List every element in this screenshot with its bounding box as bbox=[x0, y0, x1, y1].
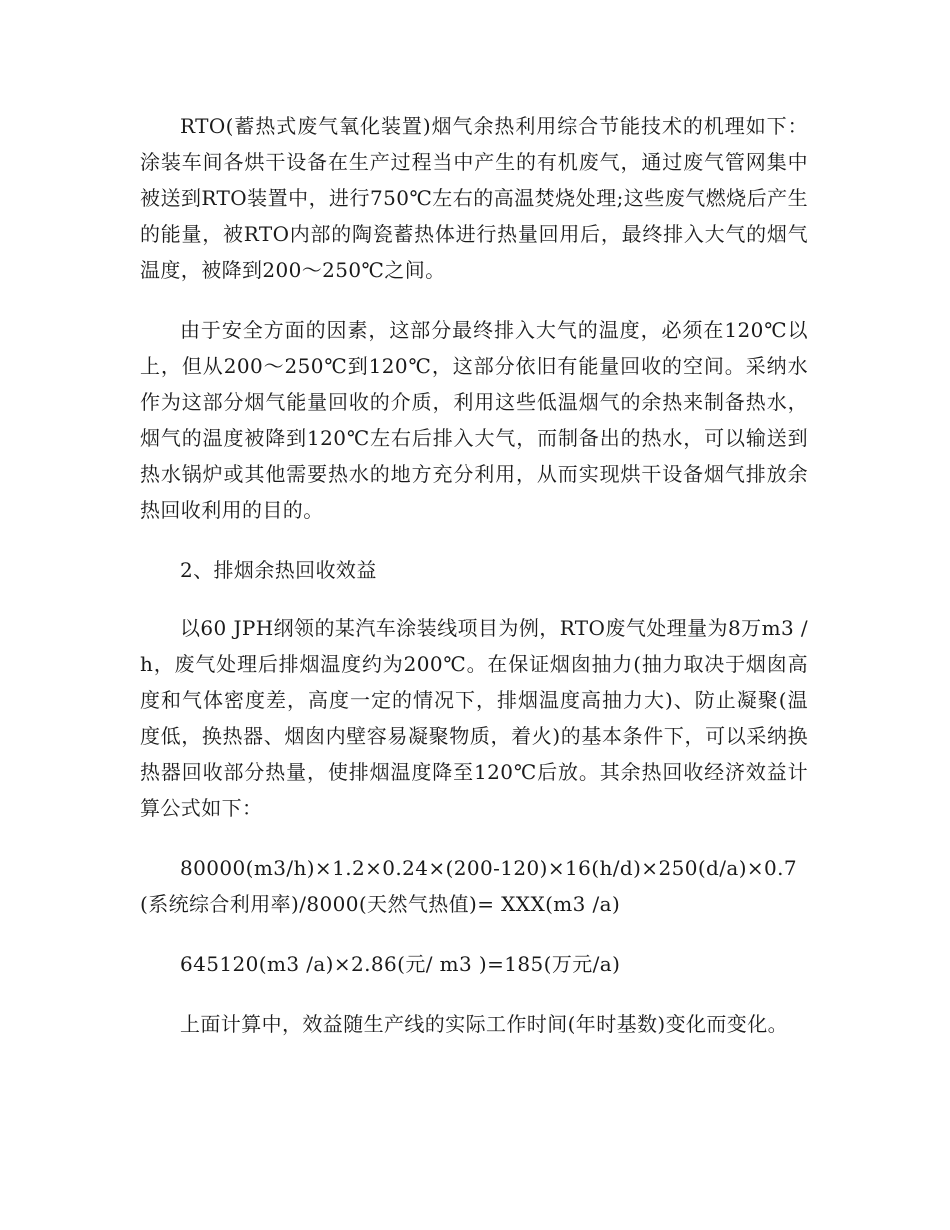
paragraph-rto-mechanism: RTO(蓄热式废气氧化装置)烟气余热利用综合节能技术的机理如下：涂装车间各烘干设备在生产过程当中产生的有机废气，通过废气管网集中被送到RTO装置中，进行750℃左右的高温焚烧处理;这些废气燃烧后产生的能量，被RTO内部的陶瓷蓄热体进行热量回用后，最终排入大气的烟气温度，被降到200～250℃之间。 bbox=[140, 114, 808, 282]
formula-gas-savings: 80000(m3/h)×1.2×0.24×(200-120)×16(h/d)×250(d/a)×0.7(系统综合利用率)/8000(天然气热值)= XXX(m3 /a) bbox=[140, 856, 798, 916]
paragraph-safety-temperature: 由于安全方面的因素，这部分最终排入大气的温度，必须在120℃以上，但从200～250℃到120℃，这部分依旧有能量回收的空间。采纳水作为这部分烟气能量回收的介质，利用这些低温烟气的余热来制备热水，烟气的温度被降到120℃左右后排入大气，而制备出的热水，可以输送到热水锅炉或其他需要热水的地方充分利用，从而实现烘干设备烟气排放余热回收利用的目的。 bbox=[140, 318, 808, 522]
paragraph-example-project: 以60 JPH纲领的某汽车涂装线项目为例，RTO废气处理量为8万m3 / h，废气处理后排烟温度约为200℃。在保证烟囱抽力(抽力取决于烟囱高度和气体密度差，高度一定的情况下，排烟温度高抽力大)、防止凝聚(温度低，换热器、烟囱内壁容易凝聚物质，着火)的基本条件下，可以采纳换热器回收部分热量，使排烟温度降至120℃后放。其余热回收经济效益计算公式如下： bbox=[140, 616, 808, 820]
formula-cost-savings: 645120(m3 /a)×2.86(元/ m3 )=185(万元/a) bbox=[180, 952, 621, 976]
document-body bbox=[140, 108, 808, 1066]
paragraph-benefit-note: 上面计算中，效益随生产线的实际工作时间(年时基数)变化而变化。 bbox=[180, 1012, 789, 1036]
section-heading-heat-recovery-benefit: 2、排烟余热回收效益 bbox=[180, 558, 377, 582]
